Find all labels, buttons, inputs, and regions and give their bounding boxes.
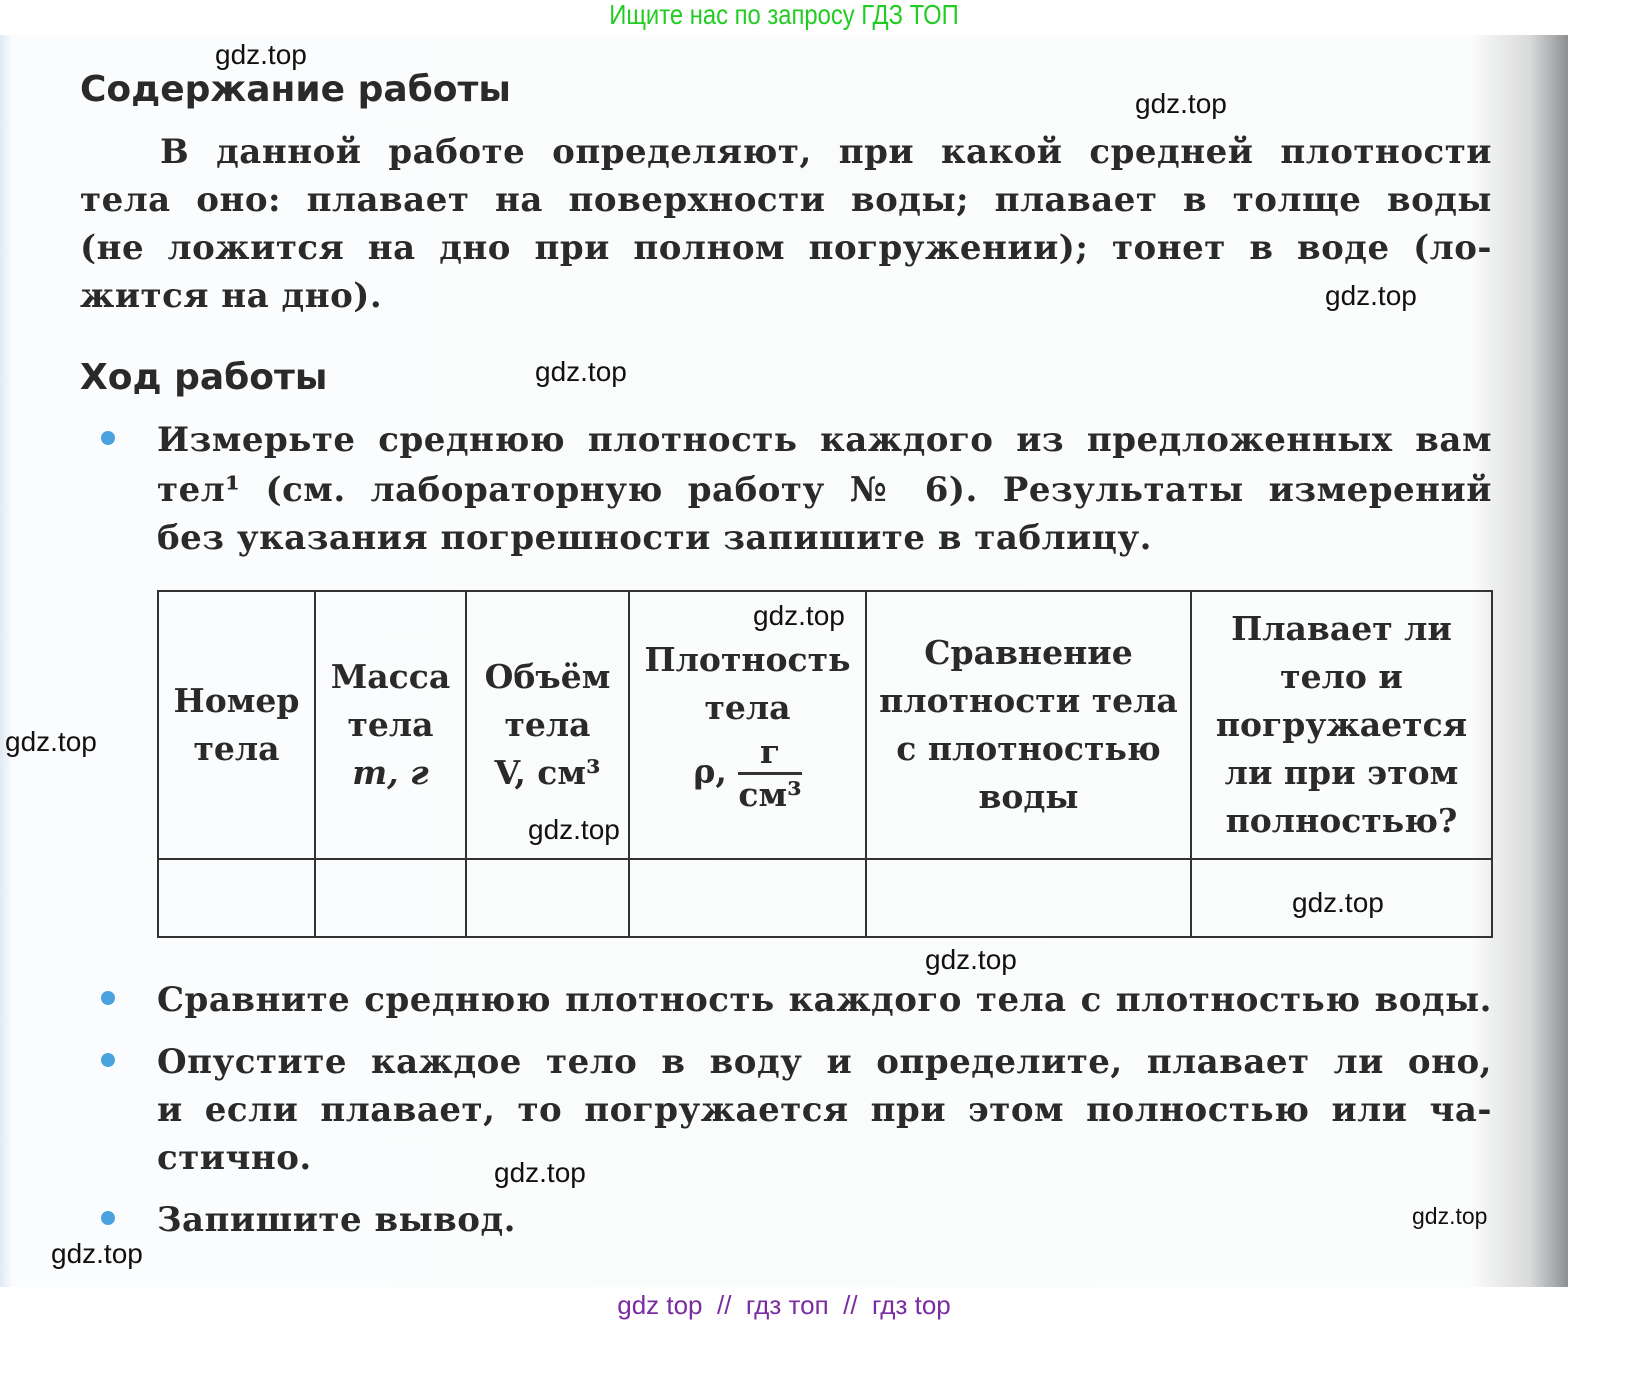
heading-work-content: Содержание работы	[80, 69, 511, 110]
watermark: gdz.top	[1325, 280, 1417, 311]
table-cell[interactable]	[158, 859, 315, 937]
bullet-line: тел¹ (см. лабораторную работу № 6). Результаты измерений	[157, 470, 1492, 510]
bullet-icon	[101, 431, 115, 445]
paragraph-line: тела оно: плавает на поверхности воды; плавает в толще воды	[80, 180, 1492, 220]
watermark: gdz.top	[1135, 88, 1227, 119]
watermark: gdz.top	[5, 726, 97, 757]
bullet-line: Измерьте среднюю плотность каждого из предложенных вам	[157, 420, 1492, 460]
bullet-line: без указания погрешности запишите в таблицу.	[157, 518, 1152, 558]
header-volume-label: Объём тела	[484, 657, 611, 744]
bullet-line: стично.	[157, 1138, 312, 1178]
header-density-label: Плотность тела	[644, 639, 851, 727]
header-comparison: Сравнение плотности тела с плотностью воды	[866, 591, 1191, 859]
header-floats: Плавает ли тело и погружается ли при этом полностью?	[1191, 591, 1492, 859]
bullet-line: Сравните среднюю плотность каждого тела с плотностью воды.	[157, 980, 1492, 1020]
watermark: gdz.top	[528, 814, 620, 845]
bullet-line: и если плавает, то погружается при этом полностью или ча-	[157, 1090, 1492, 1130]
header-volume-unit: V, см³	[494, 753, 601, 792]
watermark: gdz.top	[215, 39, 307, 70]
header-density-num: г	[738, 732, 801, 775]
table-cell[interactable]	[866, 859, 1191, 937]
header-mass-label: Масса тела	[330, 657, 451, 744]
search-banner: Ищите нас по запросу ГДЗ ТОП	[609, 0, 959, 30]
header-mass	[315, 591, 466, 859]
header-density-symbol: ρ,	[693, 751, 727, 790]
watermark: gdz.top	[535, 356, 627, 387]
watermark: gdz.top	[494, 1157, 586, 1188]
header-mass-unit: m, г	[352, 753, 429, 792]
watermark: gdz.top	[925, 944, 1017, 975]
table-cell[interactable]	[315, 859, 466, 937]
table-cell[interactable]	[629, 859, 866, 937]
paragraph-line: (не ложится на дно при полном погружении); тонет в воде (ло-	[80, 228, 1492, 268]
header-density	[629, 591, 866, 859]
results-table	[157, 590, 1493, 938]
watermark: gdz.top	[1292, 887, 1384, 918]
paragraph-line: жится на дно).	[80, 276, 383, 316]
table-cell[interactable]	[466, 859, 629, 937]
bullet-icon	[101, 991, 115, 1005]
header-density-den: см³	[738, 774, 802, 814]
watermark: gdz.top	[753, 600, 845, 631]
watermark: gdz.top	[51, 1238, 143, 1269]
paragraph-line: В данной работе определяют, при какой средней плотности	[160, 132, 1492, 172]
bullet-line: Опустите каждое тело в воду и определите, плавает ли оно,	[157, 1042, 1492, 1082]
footer-links[interactable]: gdz top // гдз топ // гдз top	[617, 1290, 951, 1320]
bullet-line: Запишите вывод.	[157, 1200, 516, 1240]
bullet-icon	[101, 1211, 115, 1225]
header-body-number: Номер тела	[158, 591, 315, 859]
table-header-row	[158, 591, 1492, 859]
heading-procedure: Ход работы	[80, 357, 328, 398]
watermark: gdz.top	[1412, 1203, 1488, 1229]
bullet-icon	[101, 1053, 115, 1067]
